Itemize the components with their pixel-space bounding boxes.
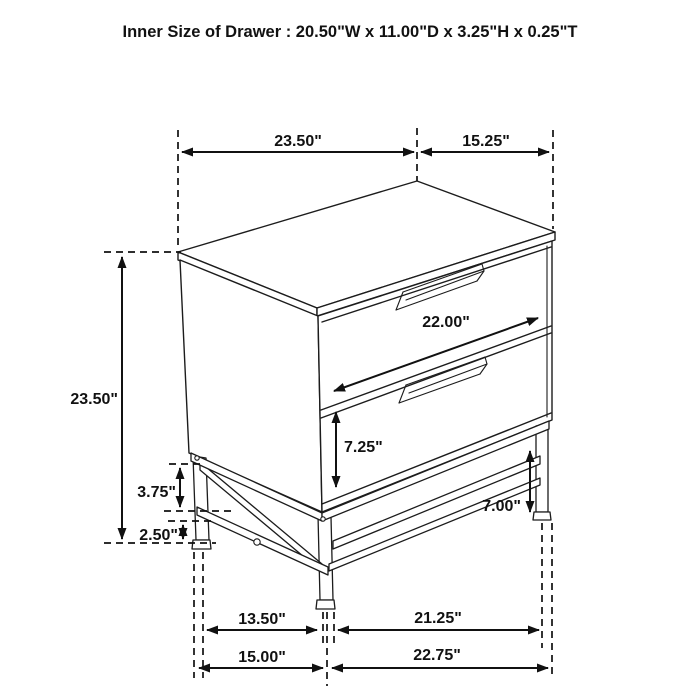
dimension-label: 22.00"	[422, 314, 470, 331]
dimension-label: 22.75"	[413, 647, 461, 664]
dimension-label: 15.25"	[462, 133, 510, 150]
diagram-title: Inner Size of Drawer : 20.50"W x 11.00"D x 3.25"H x 0.25"T	[122, 23, 578, 41]
dim-front-leg-span	[207, 611, 317, 630]
cabinet-drawing	[178, 181, 555, 512]
right-leg	[536, 424, 548, 512]
dim-side-base-depth	[332, 647, 548, 668]
dimension-label: 23.50"	[274, 133, 322, 150]
right-foot	[533, 512, 551, 520]
dim-side-leg-span	[338, 610, 539, 630]
front-center-foot	[316, 600, 335, 609]
dim-front-base-width	[199, 649, 323, 668]
front-center-leg	[318, 515, 333, 600]
dimension-label: 21.25"	[414, 610, 462, 627]
screw-hole	[254, 539, 260, 545]
dimension-label: 15.00"	[238, 649, 286, 666]
dimension-label: 7.00"	[482, 498, 521, 515]
dimension-label: 23.50"	[70, 391, 118, 408]
screw-hole	[195, 456, 199, 460]
dimension-label: 3.75"	[137, 484, 176, 501]
dimension-label: 13.50"	[238, 611, 286, 628]
screw-hole	[321, 517, 325, 521]
front-left-foot	[192, 540, 211, 549]
dimension-label: 7.25"	[344, 439, 383, 456]
dimension-label: 2.50"	[139, 527, 178, 544]
